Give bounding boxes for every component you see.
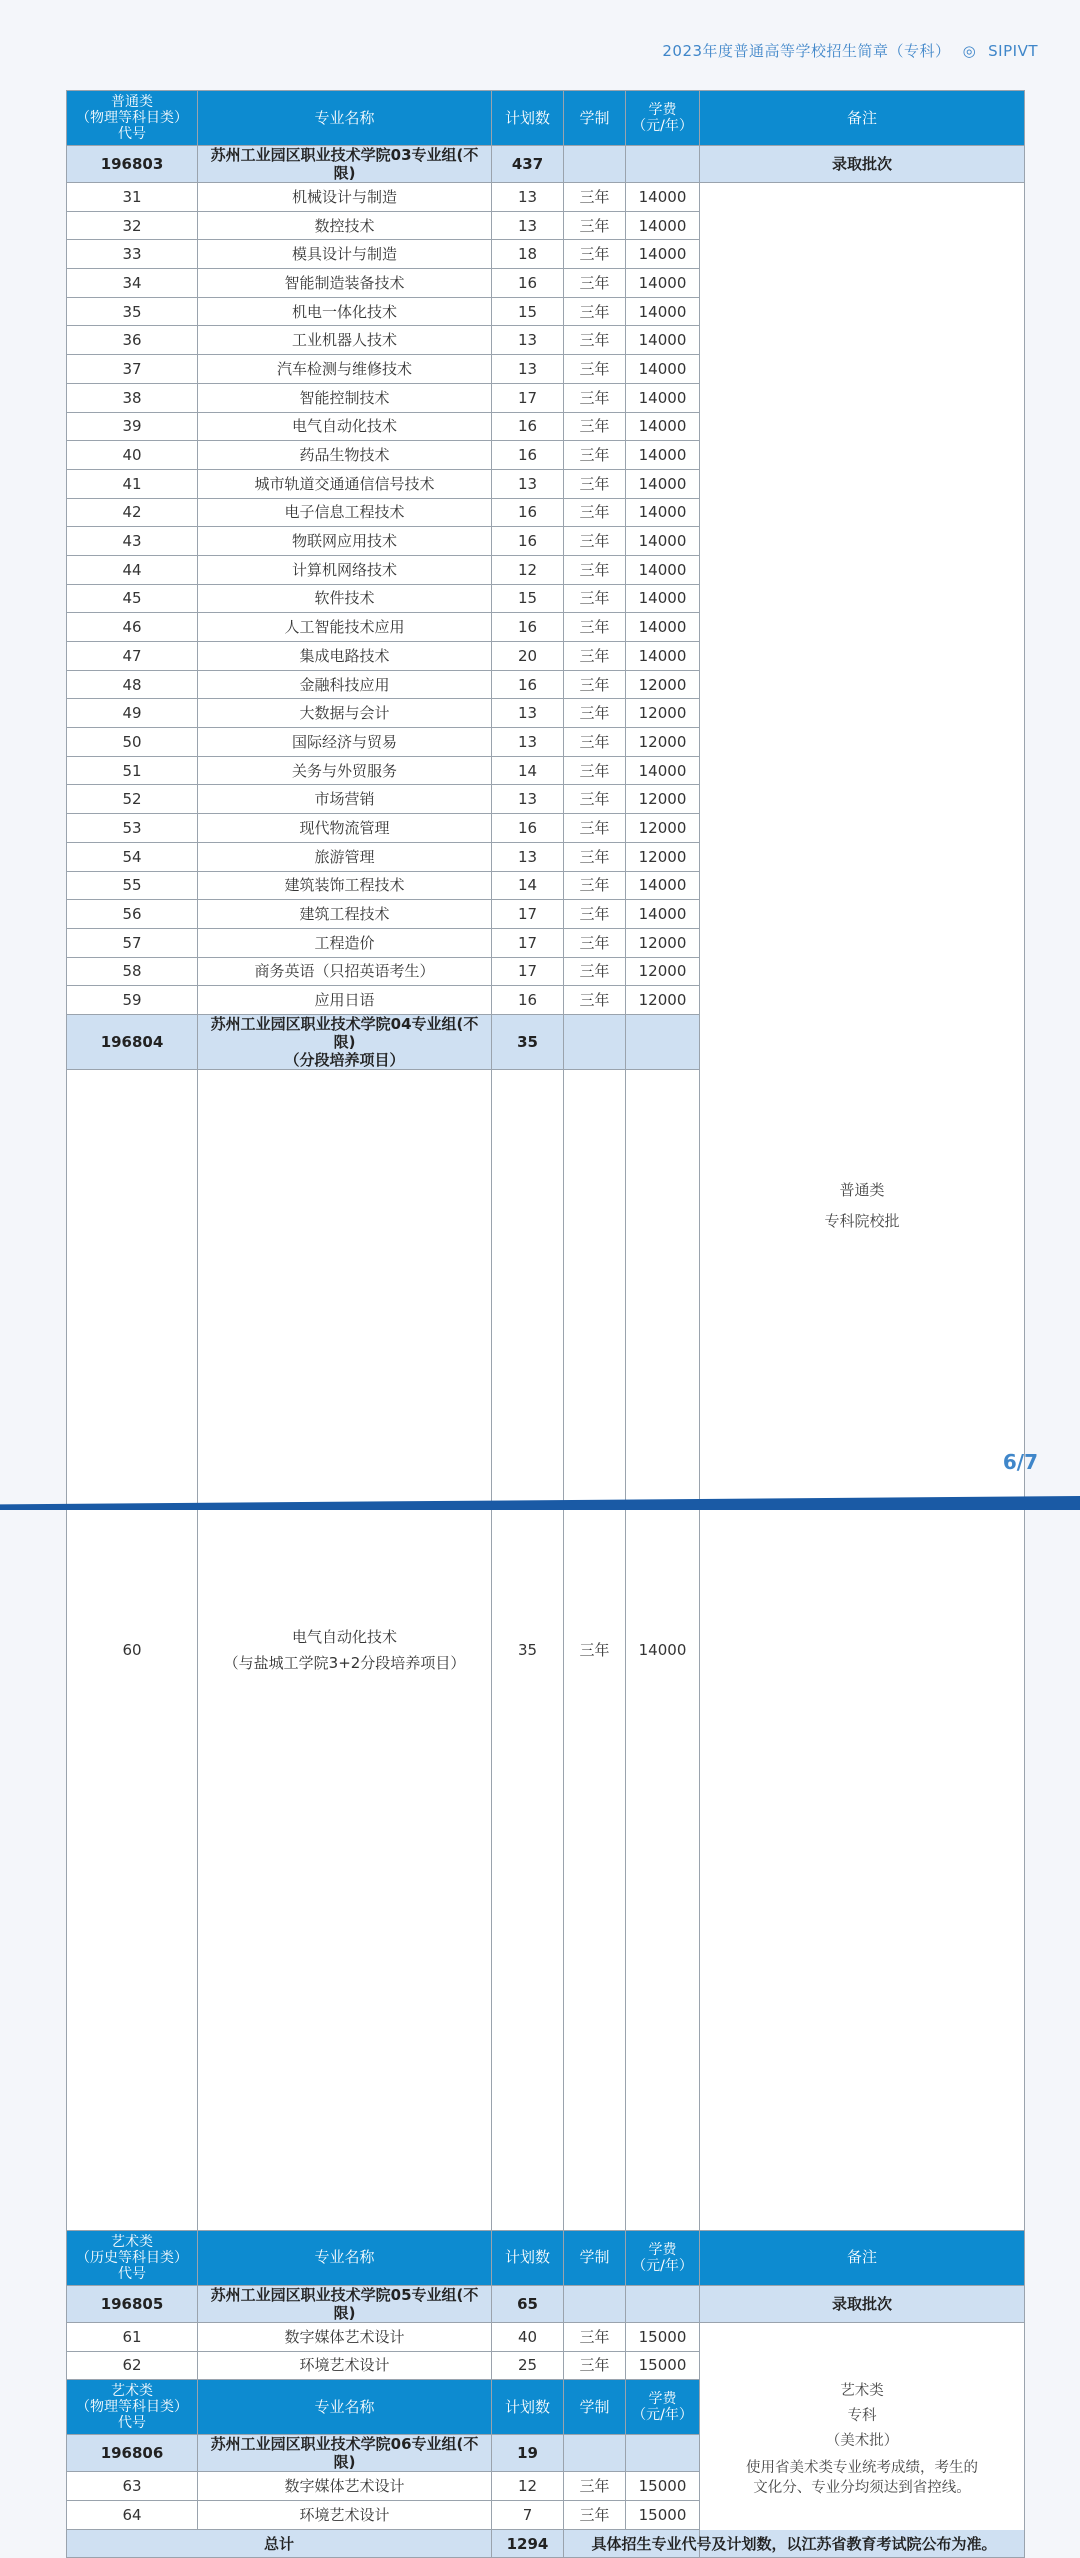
tuition-fee: 14000 (626, 469, 700, 498)
plan-count: 17 (492, 957, 564, 986)
plan-count: 16 (492, 527, 564, 556)
major-number: 32 (67, 211, 198, 240)
study-years: 三年 (564, 842, 626, 871)
tuition-fee: 12000 (626, 728, 700, 757)
header-title: 2023年度普通高等学校招生简章（专科） (662, 42, 951, 60)
plan-count: 16 (492, 269, 564, 298)
major-name: 电气自动化技术 （与盐城工学院3+2分段培养项目） (198, 1069, 492, 2230)
study-years: 三年 (564, 2322, 626, 2351)
major-name: 物联网应用技术 (198, 527, 492, 556)
total-label: 总计 (67, 2529, 492, 2558)
major-number: 47 (67, 642, 198, 671)
major-number: 62 (67, 2351, 198, 2380)
plan-count: 13 (492, 211, 564, 240)
header-plan: 计划数 (492, 2230, 564, 2285)
major-number: 50 (67, 728, 198, 757)
major-name: 智能控制技术 (198, 383, 492, 412)
major-number: 44 (67, 555, 198, 584)
major-name: 机械设计与制造 (198, 183, 492, 212)
tuition-fee: 14000 (626, 297, 700, 326)
major-name: 应用日语 (198, 986, 492, 1015)
tuition-fee: 14000 (626, 900, 700, 929)
tuition-fee: 14000 (626, 412, 700, 441)
major-number: 59 (67, 986, 198, 1015)
tuition-fee: 15000 (626, 2472, 700, 2501)
study-years: 三年 (564, 728, 626, 757)
study-years: 三年 (564, 900, 626, 929)
enrollment-table (66, 90, 1025, 2558)
group-name: 苏州工业园区职业技术学院03专业组(不限) (198, 146, 492, 183)
group-code: 196805 (67, 2285, 198, 2322)
major-number: 56 (67, 900, 198, 929)
tuition-fee: 12000 (626, 785, 700, 814)
study-years: 三年 (564, 211, 626, 240)
header-symbol-icon: ◎ (962, 42, 977, 60)
major-number: 48 (67, 670, 198, 699)
major-name: 数字媒体艺术设计 (198, 2322, 492, 2351)
major-name: 智能制造装备技术 (198, 269, 492, 298)
tuition-fee: 14000 (626, 555, 700, 584)
tuition-fee: 12000 (626, 842, 700, 871)
major-name: 环境艺术设计 (198, 2351, 492, 2380)
study-years: 三年 (564, 699, 626, 728)
tuition-fee: 12000 (626, 814, 700, 843)
major-name: 现代物流管理 (198, 814, 492, 843)
group-code: 196804 (67, 1014, 198, 1069)
plan-count: 35 (492, 1069, 564, 2230)
major-number: 37 (67, 355, 198, 384)
header-major: 专业名称 (198, 91, 492, 146)
group-count: 35 (492, 1014, 564, 1069)
tuition-fee: 14000 (626, 441, 700, 470)
study-years: 三年 (564, 527, 626, 556)
major-name: 数控技术 (198, 211, 492, 240)
study-years: 三年 (564, 986, 626, 1015)
plan-count: 16 (492, 412, 564, 441)
major-number: 57 (67, 928, 198, 957)
tuition-fee: 14000 (626, 498, 700, 527)
tuition-fee: 15000 (626, 2322, 700, 2351)
page-header (662, 40, 1038, 61)
group-code: 196803 (67, 146, 198, 183)
table-row (67, 183, 1025, 212)
plan-count: 13 (492, 469, 564, 498)
tuition-fee: 14000 (626, 642, 700, 671)
plan-count: 13 (492, 699, 564, 728)
tuition-fee: 14000 (626, 240, 700, 269)
major-number: 36 (67, 326, 198, 355)
major-number: 41 (67, 469, 198, 498)
study-years: 三年 (564, 2501, 626, 2530)
tuition-fee: 14000 (626, 383, 700, 412)
tuition-fee: 14000 (626, 183, 700, 212)
study-years: 三年 (564, 613, 626, 642)
tuition-fee: 14000 (626, 269, 700, 298)
plan-count: 17 (492, 928, 564, 957)
major-name: 金融科技应用 (198, 670, 492, 699)
major-number: 64 (67, 2501, 198, 2530)
plan-count: 16 (492, 814, 564, 843)
major-name: 机电一体化技术 (198, 297, 492, 326)
tuition-fee: 14000 (626, 326, 700, 355)
major-name: 数字媒体艺术设计 (198, 2472, 492, 2501)
plan-count: 25 (492, 2351, 564, 2380)
major-number: 33 (67, 240, 198, 269)
header-fee: 学费 （元/年） (626, 91, 700, 146)
plan-count: 17 (492, 900, 564, 929)
major-name: 商务英语（只招英语考生） (198, 957, 492, 986)
major-number: 60 (67, 1069, 198, 2230)
group-row (67, 146, 1025, 183)
tuition-fee: 12000 (626, 928, 700, 957)
header-code: 艺术类 （物理等科目类） 代号 (67, 2380, 198, 2435)
study-years: 三年 (564, 297, 626, 326)
study-years: 三年 (564, 326, 626, 355)
plan-count: 13 (492, 842, 564, 871)
plan-count: 13 (492, 326, 564, 355)
total-note: 具体招生专业代号及计划数，以江苏省教育考试院公布为准。 (564, 2529, 1025, 2558)
remark-general: 普通类 专科院校批 (700, 183, 1025, 2231)
plan-count: 12 (492, 2472, 564, 2501)
tuition-fee: 15000 (626, 2501, 700, 2530)
plan-count: 13 (492, 355, 564, 384)
study-years: 三年 (564, 383, 626, 412)
major-name: 环境艺术设计 (198, 2501, 492, 2530)
tuition-fee: 14000 (626, 584, 700, 613)
major-name: 计算机网络技术 (198, 555, 492, 584)
tuition-fee: 14000 (626, 211, 700, 240)
header-fee: 学费 （元/年） (626, 2380, 700, 2435)
admission-batch: 录取批次 (700, 2285, 1025, 2322)
group-name: 苏州工业园区职业技术学院05专业组(不限) (198, 2285, 492, 2322)
header-years: 学制 (564, 2230, 626, 2285)
major-number: 40 (67, 441, 198, 470)
header-remark: 备注 (700, 91, 1025, 146)
major-name: 汽车检测与维修技术 (198, 355, 492, 384)
major-number: 53 (67, 814, 198, 843)
major-number: 63 (67, 2472, 198, 2501)
study-years: 三年 (564, 1069, 626, 2230)
tuition-fee: 15000 (626, 2351, 700, 2380)
plan-count: 14 (492, 871, 564, 900)
major-name: 电气自动化技术 (198, 412, 492, 441)
major-name: 旅游管理 (198, 842, 492, 871)
study-years: 三年 (564, 814, 626, 843)
plan-count: 13 (492, 785, 564, 814)
admission-batch: 录取批次 (700, 146, 1025, 183)
header-brand: SIPIVT (988, 42, 1038, 60)
tuition-fee: 12000 (626, 670, 700, 699)
study-years: 三年 (564, 642, 626, 671)
study-years: 三年 (564, 2351, 626, 2380)
remark-art: 艺术类 专科 （美术批） 使用省美术类专业统考成绩，考生的 文化分、专业分均须达到省控线。 (700, 2322, 1025, 2557)
tuition-fee: 14000 (626, 613, 700, 642)
page-number: 6/7 (1002, 1450, 1038, 1474)
study-years: 三年 (564, 584, 626, 613)
major-number: 39 (67, 412, 198, 441)
plan-count: 16 (492, 670, 564, 699)
major-name: 建筑装饰工程技术 (198, 871, 492, 900)
plan-count: 16 (492, 441, 564, 470)
total-row (67, 2529, 1025, 2558)
study-years: 三年 (564, 240, 626, 269)
major-name: 软件技术 (198, 584, 492, 613)
plan-count: 13 (492, 183, 564, 212)
group-name: 苏州工业园区职业技术学院04专业组(不限) （分段培养项目） (198, 1014, 492, 1069)
study-years: 三年 (564, 412, 626, 441)
major-name: 国际经济与贸易 (198, 728, 492, 757)
column-header-row (67, 91, 1025, 146)
plan-count: 16 (492, 986, 564, 1015)
major-number: 52 (67, 785, 198, 814)
tuition-fee: 12000 (626, 986, 700, 1015)
major-name: 模具设计与制造 (198, 240, 492, 269)
header-remark: 备注 (700, 2230, 1025, 2285)
major-number: 51 (67, 756, 198, 785)
group-row (67, 2285, 1025, 2322)
major-number: 35 (67, 297, 198, 326)
major-number: 45 (67, 584, 198, 613)
plan-count: 16 (492, 498, 564, 527)
tuition-fee: 14000 (626, 1069, 700, 2230)
plan-count: 16 (492, 613, 564, 642)
study-years: 三年 (564, 957, 626, 986)
study-years: 三年 (564, 269, 626, 298)
major-name: 集成电路技术 (198, 642, 492, 671)
major-name: 城市轨道交通通信信号技术 (198, 469, 492, 498)
group-count: 19 (492, 2435, 564, 2472)
study-years: 三年 (564, 498, 626, 527)
tuition-fee: 12000 (626, 957, 700, 986)
major-number: 46 (67, 613, 198, 642)
table-row (67, 2322, 1025, 2351)
major-number: 31 (67, 183, 198, 212)
tuition-fee: 12000 (626, 699, 700, 728)
study-years: 三年 (564, 785, 626, 814)
group-code: 196806 (67, 2435, 198, 2472)
study-years: 三年 (564, 2472, 626, 2501)
study-years: 三年 (564, 441, 626, 470)
header-code: 艺术类 （历史等科目类） 代号 (67, 2230, 198, 2285)
major-name: 建筑工程技术 (198, 900, 492, 929)
header-major: 专业名称 (198, 2380, 492, 2435)
major-name: 人工智能技术应用 (198, 613, 492, 642)
major-number: 61 (67, 2322, 198, 2351)
header-fee: 学费 （元/年） (626, 2230, 700, 2285)
group-name: 苏州工业园区职业技术学院06专业组(不限) (198, 2435, 492, 2472)
major-name: 电子信息工程技术 (198, 498, 492, 527)
study-years: 三年 (564, 469, 626, 498)
plan-count: 15 (492, 584, 564, 613)
column-header-row (67, 2230, 1025, 2285)
major-number: 34 (67, 269, 198, 298)
tuition-fee: 14000 (626, 527, 700, 556)
study-years: 三年 (564, 183, 626, 212)
plan-count: 40 (492, 2322, 564, 2351)
plan-count: 17 (492, 383, 564, 412)
major-number: 55 (67, 871, 198, 900)
header-plan: 计划数 (492, 2380, 564, 2435)
header-years: 学制 (564, 91, 626, 146)
header-years: 学制 (564, 2380, 626, 2435)
study-years: 三年 (564, 928, 626, 957)
total-count: 1294 (492, 2529, 564, 2558)
plan-count: 13 (492, 728, 564, 757)
plan-count: 15 (492, 297, 564, 326)
major-number: 49 (67, 699, 198, 728)
plan-count: 7 (492, 2501, 564, 2530)
header-code: 普通类 （物理等科目类） 代号 (67, 91, 198, 146)
major-name: 大数据与会计 (198, 699, 492, 728)
tuition-fee: 14000 (626, 756, 700, 785)
plan-count: 18 (492, 240, 564, 269)
plan-count: 20 (492, 642, 564, 671)
group-count: 437 (492, 146, 564, 183)
major-number: 42 (67, 498, 198, 527)
header-major: 专业名称 (198, 2230, 492, 2285)
major-number: 58 (67, 957, 198, 986)
major-name: 市场营销 (198, 785, 492, 814)
study-years: 三年 (564, 555, 626, 584)
major-name: 工业机器人技术 (198, 326, 492, 355)
header-plan: 计划数 (492, 91, 564, 146)
plan-count: 14 (492, 756, 564, 785)
major-name: 药品生物技术 (198, 441, 492, 470)
study-years: 三年 (564, 355, 626, 384)
major-number: 43 (67, 527, 198, 556)
study-years: 三年 (564, 756, 626, 785)
tuition-fee: 14000 (626, 355, 700, 384)
group-count: 65 (492, 2285, 564, 2322)
study-years: 三年 (564, 871, 626, 900)
major-number: 54 (67, 842, 198, 871)
major-name: 关务与外贸服务 (198, 756, 492, 785)
plan-count: 12 (492, 555, 564, 584)
study-years: 三年 (564, 670, 626, 699)
major-number: 38 (67, 383, 198, 412)
major-name: 工程造价 (198, 928, 492, 957)
tuition-fee: 14000 (626, 871, 700, 900)
